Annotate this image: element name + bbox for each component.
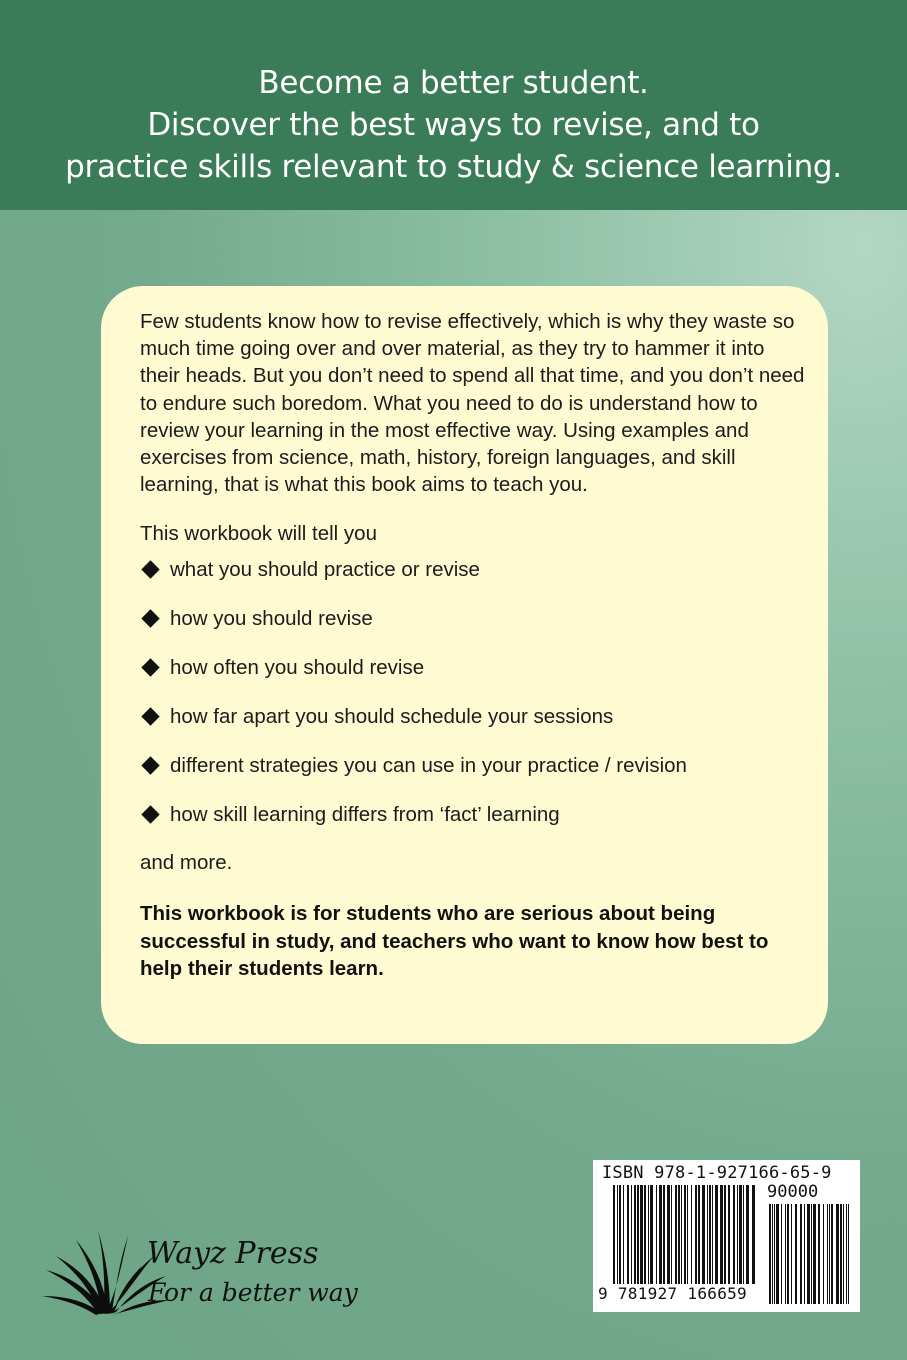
barcode-bar xyxy=(644,1185,646,1284)
barcode-bar xyxy=(781,1204,782,1304)
barcode-bar xyxy=(720,1185,723,1284)
barcode-panel xyxy=(593,1160,860,1312)
barcode-bar xyxy=(800,1204,802,1304)
bullet-item: different strategies you can use in your practice / revision xyxy=(140,752,808,801)
barcode-bar xyxy=(791,1204,792,1304)
barcode-bar xyxy=(787,1204,789,1304)
barcode-bar xyxy=(840,1204,842,1304)
barcode-bar xyxy=(678,1185,680,1284)
barcode-bar xyxy=(656,1185,657,1284)
bullet-item: how skill learning differs from ‘fact’ learning xyxy=(140,801,808,850)
barcode-bar xyxy=(613,1185,615,1284)
barcode-bar xyxy=(769,1204,771,1304)
barcode-bar xyxy=(712,1185,713,1284)
barcode-bar xyxy=(631,1185,632,1284)
barcode-bar xyxy=(827,1204,828,1304)
barcode-bar xyxy=(774,1204,775,1304)
barcode-bar xyxy=(772,1204,773,1304)
diamond-bullet-icon xyxy=(141,708,159,726)
bullet-list xyxy=(140,556,808,850)
barcode-bar xyxy=(752,1185,755,1284)
barcode-bar xyxy=(724,1185,726,1284)
diamond-bullet-icon xyxy=(141,659,159,677)
publisher-tagline: For a better way xyxy=(148,1278,358,1307)
barcode-bar xyxy=(640,1185,643,1284)
list-lead: This workbook will tell you xyxy=(140,522,377,546)
ean-number: 9 781927 166659 xyxy=(598,1284,747,1303)
barcode-bar xyxy=(823,1204,824,1304)
intro-paragraph: Few students know how to revise effectively, which is why they waste so much time going over and over material, as they try to hammer it into their heads. But you don’t need to spend all that time, and you don’t need to endure such boredom. What you need to do is understand how to review your learning in the most effective way. Using examples and exercises from science, math, history, foreign languages, and skill learning, that is what this book aims to teach you. xyxy=(140,310,805,497)
barcode-bar xyxy=(650,1185,653,1284)
barcode-bar xyxy=(648,1185,649,1284)
barcode-bar xyxy=(675,1185,677,1284)
barcode-bar xyxy=(715,1185,718,1284)
bullet-item: what you should practice or revise xyxy=(140,556,808,605)
barcode-bar xyxy=(637,1185,639,1284)
barcode-bar xyxy=(623,1185,624,1284)
barcode-bar xyxy=(813,1204,816,1304)
price-addon-number: 90000 xyxy=(767,1182,819,1202)
barcode-bar xyxy=(733,1185,735,1284)
isbn-label: ISBN 978-1-927166-65-9 xyxy=(602,1163,832,1183)
bullet-item: how you should revise xyxy=(140,605,808,654)
barcode-bar xyxy=(681,1185,682,1284)
barcode-bar xyxy=(667,1185,670,1284)
barcode-bar xyxy=(848,1204,849,1304)
top-banner xyxy=(0,0,907,210)
barcode-bar xyxy=(709,1185,711,1284)
barcode-bar xyxy=(829,1204,830,1304)
barcode-bar xyxy=(785,1204,786,1304)
barcode-bar xyxy=(695,1185,697,1284)
barcode-bar xyxy=(804,1204,805,1304)
barcode-bar xyxy=(818,1204,820,1304)
diamond-bullet-icon xyxy=(141,561,159,579)
bullet-item: how often you should revise xyxy=(140,654,808,703)
barcode-bar xyxy=(698,1185,700,1284)
barcode-bar xyxy=(702,1185,705,1284)
barcode-bar xyxy=(663,1185,665,1284)
barcode-bar xyxy=(739,1185,742,1284)
and-more-text: and more. xyxy=(140,851,233,875)
barcode-bar xyxy=(684,1185,686,1284)
barcode-bar xyxy=(634,1185,636,1284)
barcode-bar xyxy=(811,1204,812,1304)
barcode-bar xyxy=(617,1185,618,1284)
barcode-bar xyxy=(691,1185,692,1284)
barcode-bar xyxy=(659,1185,662,1284)
barcode-bar xyxy=(843,1204,844,1304)
barcode-bar xyxy=(737,1185,738,1284)
barcode-bar xyxy=(619,1185,621,1284)
diamond-bullet-icon xyxy=(141,806,159,824)
barcode-bar xyxy=(831,1204,833,1304)
barcode-bar xyxy=(776,1204,779,1304)
barcode-bar xyxy=(743,1185,744,1284)
banner-line-2: Discover the best ways to revise, and to xyxy=(147,107,760,143)
banner-line-3: practice skills relevant to study & science learning. xyxy=(65,149,842,185)
barcode-bar xyxy=(687,1185,688,1284)
barcode-bar xyxy=(627,1185,629,1284)
diamond-bullet-icon xyxy=(141,757,159,775)
barcode-bar xyxy=(707,1185,708,1284)
barcode-bar xyxy=(728,1185,730,1284)
diamond-bullet-icon xyxy=(141,610,159,628)
barcode-bar xyxy=(795,1204,797,1304)
closing-statement: This workbook is for students who are serious about being successful in study, and teachers who want to know how best to help their students learn. xyxy=(140,902,769,980)
banner-line-1: Become a better student. xyxy=(258,65,649,101)
barcode-bar xyxy=(836,1204,839,1304)
barcode-bar xyxy=(746,1185,749,1284)
barcode-bar xyxy=(846,1204,847,1304)
description-card xyxy=(101,286,828,1044)
bullet-item: how far apart you should schedule your sessions xyxy=(140,703,808,752)
publisher-name: Wayz Press xyxy=(147,1236,319,1271)
barcode-bar xyxy=(671,1185,672,1284)
barcode-bar xyxy=(807,1204,810,1304)
